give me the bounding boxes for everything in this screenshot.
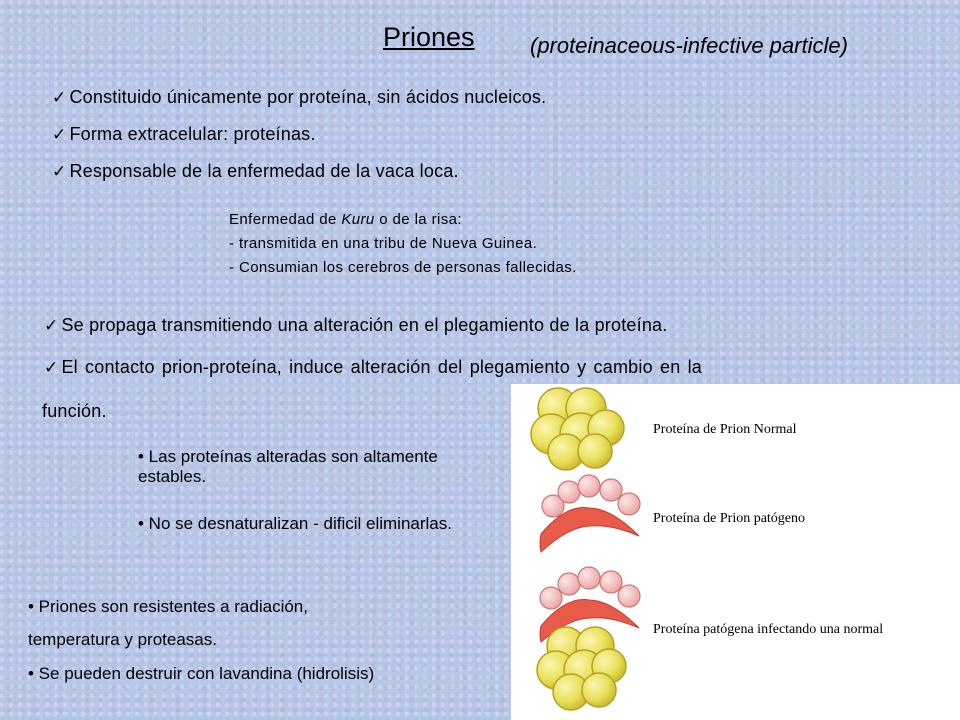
infecting-protein	[537, 567, 640, 710]
diagram-label-infecting: Proteína patógena infectando una normal	[653, 622, 884, 637]
kuru-line-1: Enfermedad de Kuru o de la risa:	[229, 211, 462, 228]
bottom-line-3: • Se pueden destruir con lavandina (hidrolisis)	[28, 664, 375, 683]
sub-bullet-1: • Las proteínas alteradas son altamente estables.	[138, 447, 438, 486]
check-item-4: ✓ Se propaga transmitiendo una alteración en el plegamiento de la proteína.	[44, 315, 668, 335]
check-item-5-continuation: función.	[42, 401, 107, 421]
bottom-line-1: • Priones son resistentes a radiación,	[28, 597, 308, 616]
checkmark-icon: ✓	[52, 125, 67, 144]
checkmark-icon: ✓	[52, 162, 67, 181]
prion-diagram	[511, 384, 960, 720]
kuru-note	[229, 208, 577, 280]
check-item-2: ✓ Forma extracelular: proteínas.	[52, 124, 316, 144]
checkmark-icon: ✓	[44, 358, 59, 377]
kuru-line-3: - Consumian los cerebros de personas fallecidas.	[229, 259, 577, 276]
checkmark-icon: ✓	[44, 316, 59, 335]
check-item-3: ✓ Responsable de la enfermedad de la vaca loca.	[52, 161, 459, 181]
diagram-label-normal: Proteína de Prion Normal	[653, 422, 797, 437]
page-subtitle: (proteinaceous-infective particle)	[530, 33, 848, 58]
diagram-label-pathogenic: Proteína de Prion patógeno	[653, 511, 806, 526]
kuru-line-2: - transmitida en una tribu de Nueva Guinea.	[229, 235, 538, 252]
normal-protein-cluster	[531, 388, 624, 470]
checkmark-icon: ✓	[52, 88, 67, 107]
page-title: Priones	[383, 22, 475, 52]
bottom-line-2: temperatura y proteasas.	[28, 630, 217, 649]
sub-bullet-2: • No se desnaturalizan - dificil eliminarlas.	[138, 514, 452, 533]
pathogenic-protein	[540, 475, 640, 552]
check-item-1: ✓ Constituido únicamente por proteína, sin ácidos nucleicos.	[52, 87, 547, 107]
check-item-5: ✓ El contacto prion-proteína, induce alteración del plegamiento y cambio en la	[44, 357, 703, 377]
